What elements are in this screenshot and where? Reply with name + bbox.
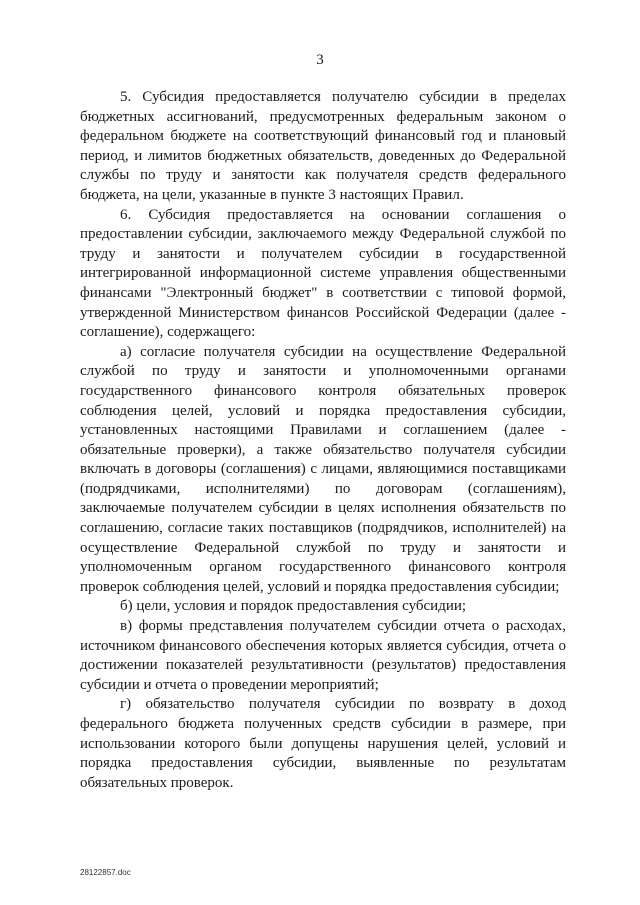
page-number: 3 xyxy=(316,52,324,68)
paragraph-5: 5. Субсидия предоставляется получателю субсидии в пределах бюджетных ассигнований, предусмотренных федеральным законом о федеральном бюджете на соответствующий финансовый год и плановый период, и лимитов бюджетных обязательств, доведенных до Федеральной службы по труду и занятости как получателя средств федерального бюджета, на цели, указанные в пункте 3 настоящих Правил. xyxy=(80,89,566,203)
subparagraph-b: б) цели, условия и порядок предоставления субсидии; xyxy=(120,598,467,615)
subparagraph-a: а) согласие получателя субсидии на осуществление Федеральной службой по труду и занятости и уполномоченными органами государственного финансового контроля обязательных проверок соблюдения целей, условий и порядка предоставления субсидии, установленных настоящими Правилами и соглашением (далее - обязательные проверки), а также обязательство получателя субсидии включать в договоры (соглашения) с лицами, являющимися поставщиками (подрядчиками, исполнителями) по договорам (соглашениям), заключаемые получателем субсидии в целях исполнения обязательств по соглашению, согласие таких поставщиков (подрядчиков, исполнителей) на осуществление Федеральной службой по труду и занятости и уполномоченным органом государственного финансового контроля проверок соблюдения целей, условий и порядка предоставления субсидии; xyxy=(80,343,566,595)
subparagraph-g: г) обязательство получателя субсидии по возврату в доход федерального бюджета полученных средств субсидии в размере, при использовании которого были допущены нарушения целей, условий и порядка предоставления субсидии, выявленные по результатам обязательных проверок. xyxy=(80,696,566,791)
paragraph-6: 6. Субсидия предоставляется на основании соглашения о предоставлении субсидии, заключаемого между Федеральной службой по труду и занятости и получателем субсидии в государственной интегрированной информационной системе управления общественными финансами "Электронный бюджет" в соответствии с типовой формой, утвержденной Министерством финансов Российской Федерации (далее - соглашение), содержащего: xyxy=(80,206,566,341)
file-name-footer: 28122857.doc xyxy=(80,868,131,877)
subparagraph-v: в) формы представления получателем субсидии отчета о расходах, источником финансового обеспечения которых является субсидия, отчета о достижении показателей результативности (результатов) предоставления субсидии и отчета о проведении мероприятий; xyxy=(80,618,566,693)
document-body xyxy=(80,88,566,793)
